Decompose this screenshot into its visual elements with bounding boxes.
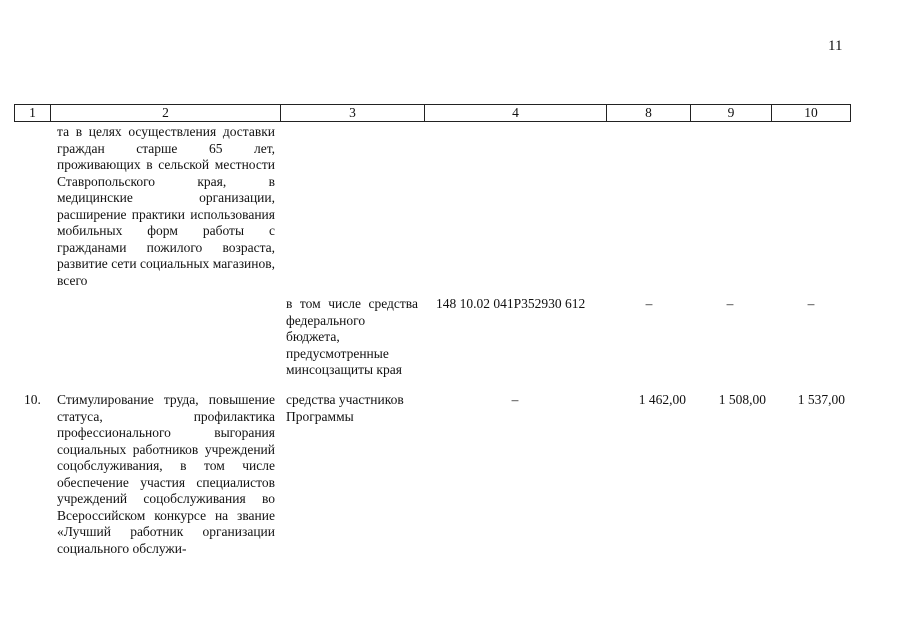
row10-value-col8: 1 462,00 (638, 392, 686, 407)
row10-description: Стимулирование труда, повышение статуса, профилактика профессионального выгорания социальных работников учреждений соцобслуживания, в том числе обеспечение участия специалистов учреждений соцобслуживания во Всероссийском конкурсе на звание «Лучший работник организации социального обслужи- (57, 392, 275, 556)
row10-value-col10: 1 537,00 (797, 392, 845, 407)
subrow-value-col8: – (645, 296, 653, 311)
header-cell-1: 1 (14, 104, 51, 122)
subrow-budget-code: 148 10.02 041P352930 612 (436, 296, 586, 311)
row10-funding-source: средства участников Программы (286, 392, 404, 424)
subrow-value-col9: – (726, 296, 734, 311)
row-number: 10. (24, 392, 41, 407)
header-cell-2: 2 (50, 104, 281, 122)
header-cell-9: 9 (690, 104, 772, 122)
continuation-description: та в целях осуществления доставки граждан старше 65 лет, проживающих в сельской местности Ставропольского края, в медицинские организации, расширение практики использования мобильных форм работы с гражданами пожилого возраста, развитие сети социальных магазинов, всего (57, 124, 275, 288)
subrow-funding-source: в том числе средства федерального бюджета, предусмотренные минсоцзащиты края (286, 296, 418, 377)
header-cell-4: 4 (424, 104, 607, 122)
row10-budget-code: – (511, 392, 519, 407)
header-cell-3: 3 (280, 104, 425, 122)
row10-value-col9: 1 508,00 (718, 392, 766, 407)
page-number: 11 (828, 38, 843, 54)
header-cell-8: 8 (606, 104, 691, 122)
header-cell-10: 10 (771, 104, 851, 122)
subrow-value-col10: – (807, 296, 815, 311)
